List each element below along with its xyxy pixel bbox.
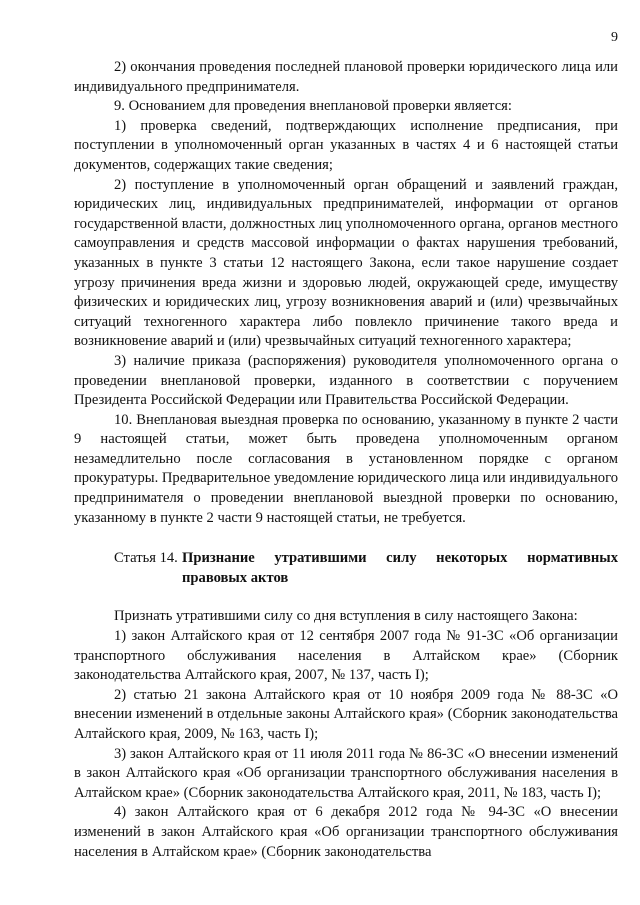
paragraph-repeal-item-1: 1) закон Алтайского края от 12 сентября 2007 года № 91-ЗС «Об организации транспортного обслуживания населения в Алтайском крае» (Сборник законодательства Алтайского края, 2007, № 137, часть I); [74,628,618,684]
page-number: 9 [611,30,618,45]
paragraph-repeal-item-3: 3) закон Алтайского края от 11 июля 2011 года № 86-ЗС «О внесении изменений в закон Алтайского края «Об организации транспортного обслуживания населения в Алтайском крае» (Сборник законодательства Алтайского края, 2011, № 183, часть I); [74,745,618,801]
paragraph-part-9-heading: 9. Основанием для проведения внеплановой проверки является: [114,98,512,115]
paragraph-repeal-intro: Признать утратившими силу со дня вступления в силу настоящего Закона: [114,608,578,625]
paragraph-part-9-item-1: 1) проверка сведений, подтверждающих исполнение предписания, при поступлении в уполномоченный орган указанных в частях 4 и 6 настоящей статьи документов, содержащих такие сведения; [74,117,618,173]
article-14-heading [74,549,618,588]
paragraph-repeal-item-4: 4) закон Алтайского края от 6 декабря 2012 года № 94-ЗС «О внесении изменений в закон Алтайского края «Об организации транспортного обслуживания населения в Алтайском крае» (Сборник законодательства [74,804,618,860]
article-14-title: Признание утратившими силу некоторых нормативных правовых актов [182,550,618,586]
paragraph-item-2-end-of-inspection: 2) окончания проведения последней плановой проверки юридического лица или индивидуального предпринимателя. [74,59,618,95]
document-body [74,58,618,862]
paragraph-part-9-item-3: 3) наличие приказа (распоряжения) руководителя уполномоченного органа о проведении внеплановой проверки, изданного в соответствии с поручением Президента Российской Федерации или Правительства Российской Федерации. [74,352,618,409]
paragraph-repeal-item-2: 2) статью 21 закона Алтайского края от 10 ноября 2009 года № 88-ЗС «О внесении изменений в отдельные законы Алтайского края» (Сборник законодательства Алтайского края, 2009, № 163, часть I); [74,686,618,742]
paragraph-part-9-item-2: 2) поступление в уполномоченный орган обращений и заявлений граждан, юридических лиц, индивидуальных предпринимателей, информации от органов государственной власти, должностных лиц уполномоченного органа, органов местного самоуправления и средств массовой информации о фактах нарушения требований, указанных в пункте 3 статьи 12 настоящего Закона, если такое нарушение создает угрозу причинения вреда жизни и здоровью людей, окружающей среде, имуществу физических и юридических лиц, угрозу возникновения аварий и (или) чрезвычайных ситуаций техногенного характера либо повлекло причинение такого вреда и возникновение аварий и (или) чрезвычайных ситуаций техногенного характера; [74,176,618,350]
article-14-label: Статья 14. [114,550,178,567]
paragraph-part-10: 10. Внеплановая выездная проверка по основанию, указанному в пункте 2 части 9 настоящей статьи, может быть проведена уполномоченным органом незамедлительно после согласования в установленном порядке с органом прокуратуры. Предварительное уведомление юридического лица или индивидуального предпринимателя о проведении внеплановой выездной проверки по основанию, указанному в пункте 2 части 9 настоящей статьи, не требуется. [74,411,618,526]
